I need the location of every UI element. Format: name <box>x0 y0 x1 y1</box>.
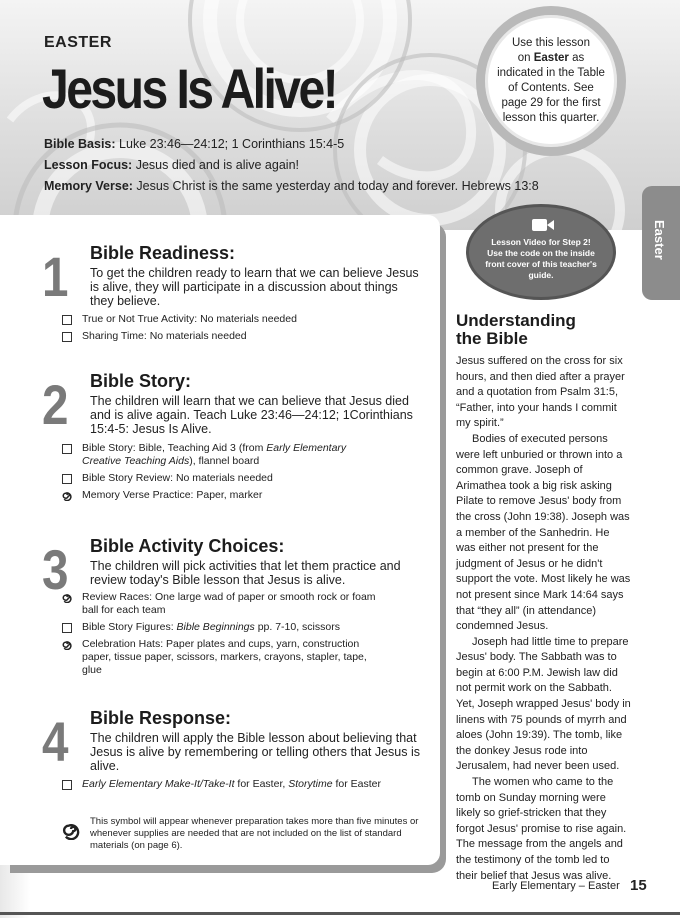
checkbox-icon <box>62 623 72 633</box>
paragraph: The women who came to the tomb on Sunday morning were likely so grief-stricken that they forgot Jesus' promise to rise again. The message from the angels and the testimony of the tomb led to their belief that Jesus was alive. <box>456 776 627 882</box>
step-description: The children will learn that we can believe that Jesus died and is alive again. Teach Luke 23:46—24:12; 1Corinthians 15:4-5: Jesus Is Alive. <box>90 394 413 436</box>
note-line-2-post: as <box>568 52 585 64</box>
understanding-body <box>456 354 632 884</box>
video-camera-icon <box>531 217 555 233</box>
understanding-title-line-1: Understanding <box>456 311 576 330</box>
item-text: Memory Verse Practice: Paper, marker <box>82 489 263 501</box>
item-text: Review Races: One large wad of paper or smooth rock or foam ball for each team <box>82 591 376 616</box>
step-number: 2 <box>42 373 69 436</box>
step-number: 3 <box>42 538 69 601</box>
page-title: Jesus Is Alive! <box>42 57 337 120</box>
step-number: 1 <box>42 245 69 308</box>
lesson-video-note <box>466 204 616 300</box>
item-italic-text: Bible Beginnings <box>176 621 255 633</box>
lesson-focus-label: Lesson Focus: <box>44 158 133 172</box>
swirl-icon <box>60 818 82 840</box>
item-text-post-2: for Easter <box>332 778 381 790</box>
list-item <box>62 313 382 326</box>
swirl-icon <box>61 591 73 603</box>
item-text: Celebration Hats: Paper plates and cups, yarn, construction paper, tissue paper, scissors, markers, crayons, stapler, tape, glue <box>82 638 367 676</box>
step-number: 4 <box>42 710 69 773</box>
checkbox-icon <box>62 780 72 790</box>
understanding-title-line-2: the Bible <box>456 329 528 348</box>
note-line-2-pre: on <box>517 52 534 64</box>
checkbox-icon <box>62 315 72 325</box>
item-text: Bible Story Review: No materials needed <box>82 472 273 484</box>
step-description: The children will apply the Bible lesson about believing that Jesus is alive by remembering or telling others that Jesus is alive. <box>90 731 421 773</box>
list-item <box>62 472 382 485</box>
step-title: Bible Activity Choices: <box>90 536 285 556</box>
bible-basis-label: Bible Basis: <box>44 137 116 151</box>
item-text: Sharing Time: No materials needed <box>82 330 247 342</box>
note-line-2-bold: Easter <box>533 52 569 64</box>
lesson-focus-text: Jesus died and is alive again! <box>132 158 299 172</box>
step-title: Bible Response: <box>90 708 232 728</box>
video-note-text: Lesson Video for Step 2! Use the code on the inside front cover of this teacher's guide. <box>485 237 597 280</box>
step-title: Bible Readiness: <box>90 243 236 263</box>
bottom-rule <box>0 912 680 915</box>
list-item <box>62 442 382 468</box>
item-text-post: ), flannel board <box>189 455 260 467</box>
item-text: Bible Story: Bible, Teaching Aid 3 (from <box>82 442 267 454</box>
item-italic-text-2: Storytime <box>288 778 333 790</box>
item-text-post: for Easter, <box>234 778 289 790</box>
list-item <box>62 489 382 502</box>
memory-verse-text: Jesus Christ is the same yesterday and today and forever. Hebrews 13:8 <box>132 179 539 193</box>
checkbox-icon <box>62 474 72 484</box>
list-item <box>62 621 382 634</box>
section-label: EASTER <box>44 34 112 51</box>
paragraph: Jesus suffered on the cross for six hours, and then died after a prayer and a quotation from Psalm 31:5, “Father, into your hands I commit my spirit.” <box>456 355 625 430</box>
list-item <box>62 778 382 791</box>
bible-basis-text: Luke 23:46—24:12; 1 Corinthians 15:4-5 <box>115 137 345 151</box>
item-text: True or Not True Activity: No materials needed <box>82 313 297 325</box>
memory-verse <box>44 179 539 193</box>
checkbox-icon <box>62 444 72 454</box>
step-title: Bible Story: <box>90 371 192 391</box>
list-item <box>62 591 382 617</box>
footer-text: Early Elementary – Easter <box>492 880 620 892</box>
side-tab <box>642 186 680 300</box>
paragraph: Bodies of executed persons were left unburied or thrown into a common grave. Joseph of Arimathea took a big risk asking Pilate to remove Jesus' body from the cross (John 19:38). Joseph was a member of the Sanhedrin. He was either not present for the judgment of Jesus or he didn't support the vote. Most likely he was not present since Mark 14:64 says that “they all” (in attendance) condemned Jesus. <box>456 432 631 633</box>
step-description: To get the children ready to learn that we can believe Jesus is alive, they will participate in a discussion about things they believe. <box>90 266 419 308</box>
step-3-materials <box>62 591 382 681</box>
list-item <box>62 638 382 677</box>
note-line-1: Use this lesson <box>512 37 590 49</box>
swirl-icon <box>61 489 73 501</box>
lesson-usage-note <box>476 6 626 156</box>
understanding-title <box>456 312 576 348</box>
item-italic-text: Early Elementary Creative Teaching Aids <box>82 442 347 467</box>
paragraph: Joseph had little time to prepare Jesus' body. The Sabbath was to begin at 6:00 P.M. Jewish law did not permit work on the Sabbath. Yet, Joseph wrapped Jesus' body in linens with 75 pounds of myrrh and aloes (John 19:39). The tomb, like the donkey Jesus rode into Jerusalem, had never been used. <box>456 635 631 773</box>
step-4-materials <box>62 778 382 795</box>
side-tab-label: Easter <box>652 220 667 260</box>
lesson-focus <box>44 158 299 172</box>
bible-basis <box>44 137 344 151</box>
note-line-3: indicated in the Table of Contents. See page 29 for the first lesson this quarter. <box>497 67 605 124</box>
item-text: Bible Story Figures: <box>82 621 177 633</box>
step-2-materials <box>62 442 382 506</box>
item-italic-text: Early Elementary Make-It/Take-It <box>82 778 235 790</box>
footnote-text: This symbol will appear whenever preparation takes more than five minutes or whenever supplies are needed that are not included on the list of standard materials (on page 6). <box>90 816 419 851</box>
item-text-post: pp. 7-10, scissors <box>254 621 340 633</box>
page-number: 15 <box>630 877 647 894</box>
memory-verse-label: Memory Verse: <box>44 179 133 193</box>
checkbox-icon <box>62 332 72 342</box>
step-description: The children will pick activities that let them practice and review today's Bible lesson that Jesus is alive. <box>90 559 401 587</box>
list-item <box>62 330 382 343</box>
swirl-icon <box>61 638 73 650</box>
step-1-materials <box>62 313 382 347</box>
